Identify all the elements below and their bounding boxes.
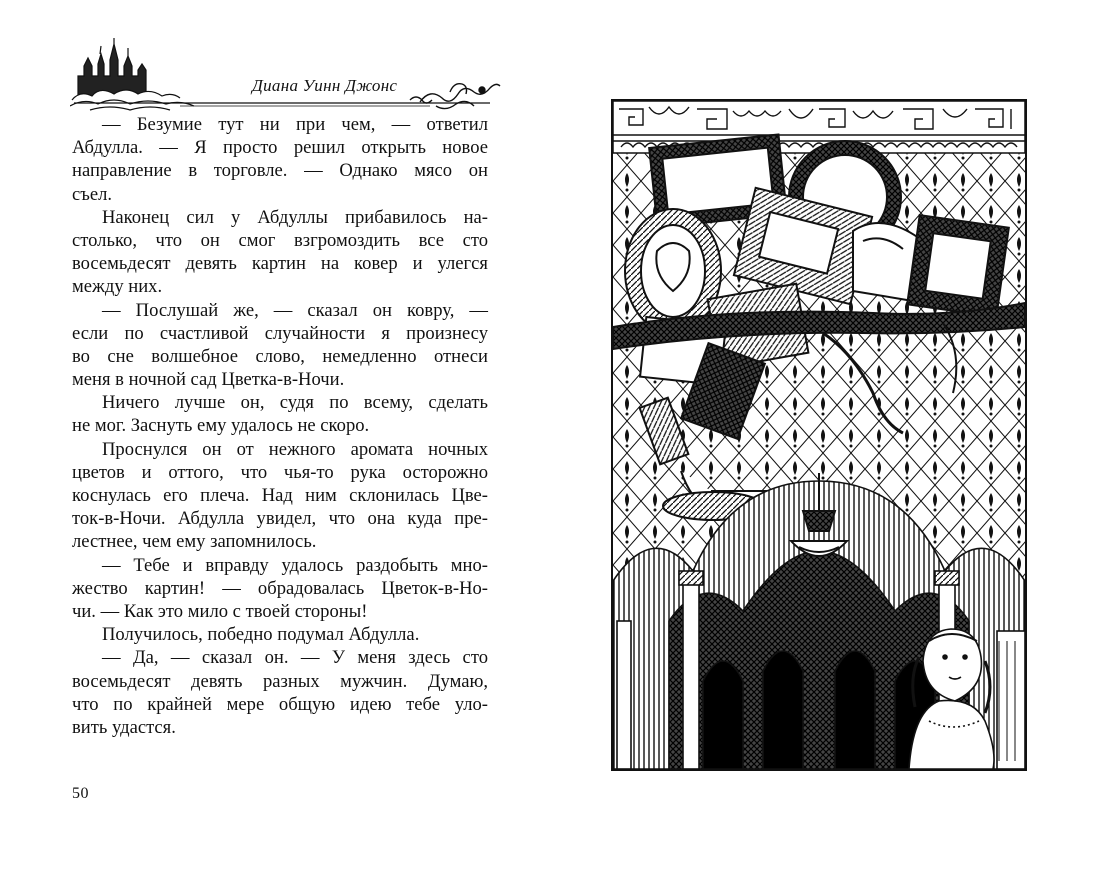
body-text xyxy=(72,113,488,739)
running-head: Диана Уинн Джонс xyxy=(252,76,398,95)
text-line: ток-в-Ночи. Абдулла увидел, что она куда пре- xyxy=(72,508,488,530)
text-line: цветов и оттого, что чья-то рука осторожно xyxy=(72,461,488,483)
text-line: вить удастся. xyxy=(72,716,176,738)
text-line: — Безумие тут ни при чем, — ответил xyxy=(102,114,488,135)
flying-carpet-illustration xyxy=(611,99,1027,771)
text-line: чи. — Как это мило с твоей стороны! xyxy=(72,600,368,622)
text-line: направление в торговле. — Однако мясо он xyxy=(72,160,488,182)
page-number: 50 xyxy=(72,785,89,802)
text-line: восемьдесят девять разных мужчин. Думаю, xyxy=(72,670,488,692)
text-line: жество картин! — обрадовалась Цветок-в-Но- xyxy=(72,577,488,599)
castle-on-clouds-ornament-icon xyxy=(70,36,502,112)
text-line: между них. xyxy=(72,276,163,298)
text-line: съел. xyxy=(72,183,113,205)
text-line: что по крайней мере общую идею тебе уло- xyxy=(72,693,488,715)
text-line: Наконец сил у Абдуллы прибавилось на- xyxy=(102,206,488,228)
text-line: Получилось, победно подумал Абдулла. xyxy=(102,624,420,646)
text-line: во сне волшебное слово, немедленно отнеси xyxy=(72,345,488,367)
text-line: не мог. Заснуть ему удалось не скоро. xyxy=(72,415,370,437)
text-line: Проснулся он от нежного аромата ночных xyxy=(102,438,488,460)
text-line: Абдулла. — Я просто решил открыть новое xyxy=(72,137,488,159)
text-line: коснулась его плеча. Над ним склонилась Цве- xyxy=(72,485,488,506)
text-line: меня в ночной сад Цветка-в-Ночи. xyxy=(72,369,345,391)
text-line: — Послушай же, — сказал он ковру, — xyxy=(102,299,488,321)
text-line: лестнее, чем ему запомнилось. xyxy=(72,531,317,553)
text-line: — Да, — сказал он. — У меня здесь сто xyxy=(102,647,488,669)
text-line: Ничего лучше он, судя по всему, сделать xyxy=(102,392,488,414)
text-line: если по счастливой случайности я произнесу xyxy=(72,322,488,344)
text-line: восемьдесят девять картин на ковер и улегся xyxy=(72,253,488,275)
text-line: столько, что он смог взгромоздить все сто xyxy=(72,229,488,251)
flying-carpet-with-paintings-illustration-icon xyxy=(613,101,1025,769)
page-header xyxy=(70,36,502,112)
text-line: — Тебе и вправду удалось раздобыть мно- xyxy=(102,554,488,576)
